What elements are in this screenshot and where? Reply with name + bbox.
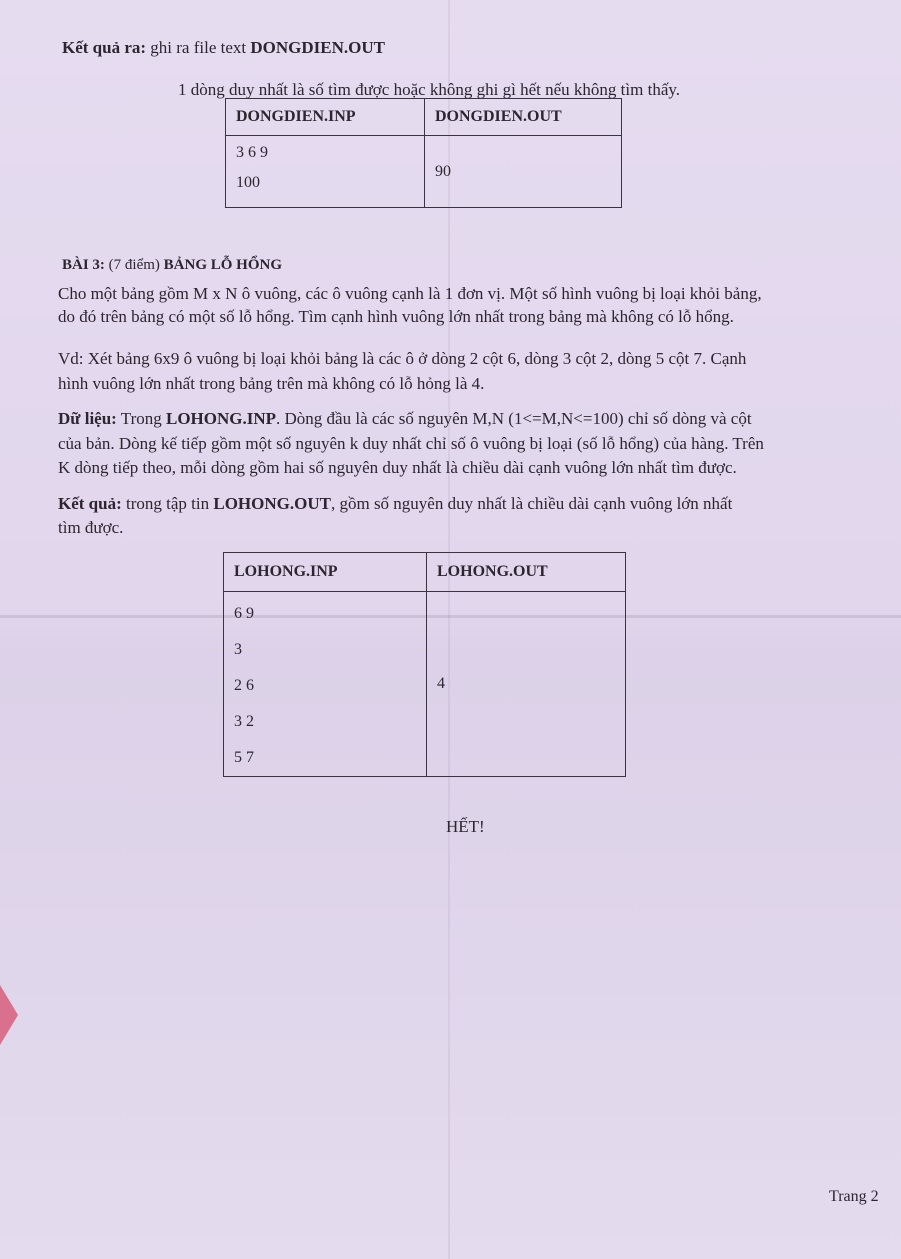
input-line: 2 6	[234, 677, 254, 694]
input-line: 3	[234, 641, 242, 658]
pink-corner-shape	[0, 985, 18, 1045]
data-line: K dòng tiếp theo, mỗi dòng gồm hai số nguyên duy nhất là chiều dài cạnh vuông lớn nhất tìm được.	[58, 458, 737, 477]
end-text: HẾT!	[446, 817, 485, 836]
output-description: 1 dòng duy nhất là số tìm được hoặc không ghi gì hết nếu không tìm thấy.	[178, 80, 681, 99]
input-cell	[226, 136, 425, 208]
lohong-table	[223, 552, 626, 777]
table-header: DONGDIEN.INP	[226, 99, 425, 136]
bai3-heading: BÀI 3: (7 điểm) BẢNG LỖ HỔNG	[62, 257, 283, 273]
input-line: 3 2	[234, 713, 254, 730]
output-heading: Kết quả ra: ghi ra file text DONGDIEN.OUT	[62, 38, 385, 57]
table-header: LOHONG.OUT	[427, 553, 626, 592]
input-line: 100	[236, 174, 260, 191]
input-cell	[224, 592, 427, 777]
input-line: 5 7	[234, 749, 254, 766]
data-line: của bản. Dòng kế tiếp gồm một số nguyên k duy nhất chỉ số ô vuông bị loại (số lỗ hổng) của hàng. Trên	[58, 434, 764, 453]
para-line: Vd: Xét bảng 6x9 ô vuông bị loại khỏi bảng là các ô ở dòng 2 cột 6, dòng 3 cột 2, dòng 5 cột 7. Cạnh	[58, 349, 747, 368]
output-cell: 90	[425, 136, 622, 208]
result-line: Kết quả: trong tập tin LOHONG.OUT, gồm số nguyên duy nhất là chiều dài cạnh vuông lớn nhất	[58, 494, 733, 513]
page-number: Trang 2	[829, 1188, 879, 1205]
input-line: 3 6 9	[236, 144, 268, 161]
output-cell: 4	[427, 592, 626, 777]
para-line: hình vuông lớn nhất trong bảng trên mà không có lỗ hỏng là 4.	[58, 374, 485, 393]
table-header: DONGDIEN.OUT	[425, 99, 622, 136]
para-line: do đó trên bảng có một số lỗ hổng. Tìm cạnh hình vuông lớn nhất trong bảng mà không có lỗ hổng.	[58, 307, 734, 326]
dongdien-table	[225, 98, 622, 208]
data-line: Dữ liệu: Trong LOHONG.INP. Dòng đầu là các số nguyên M,N (1<=M,N<=100) chỉ số dòng và cột	[58, 409, 752, 428]
result-line: tìm được.	[58, 518, 124, 537]
input-line: 6 9	[234, 605, 254, 622]
table-header: LOHONG.INP	[224, 553, 427, 592]
para-line: Cho một bảng gồm M x N ô vuông, các ô vuông cạnh là 1 đơn vị. Một số hình vuông bị loại khỏi bảng,	[58, 284, 762, 303]
